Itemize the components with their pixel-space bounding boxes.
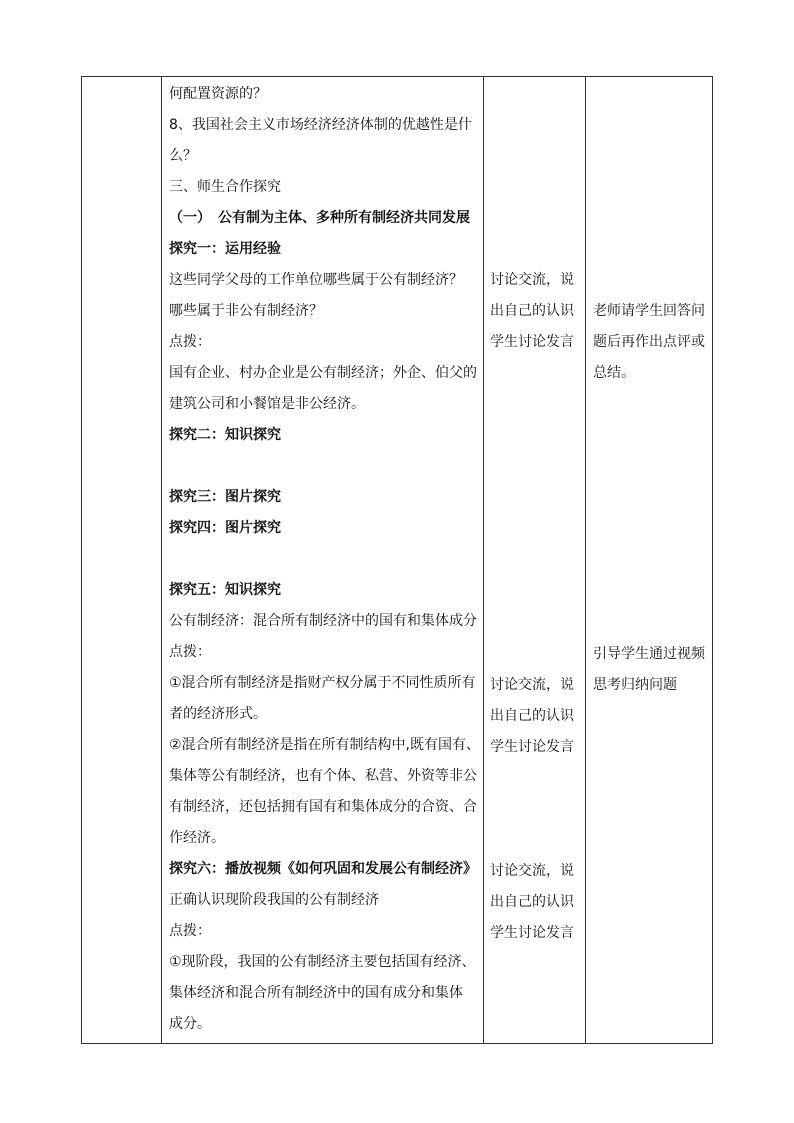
content-line: 国有企业、村办企业是公有制经济；外企、伯父的 xyxy=(169,365,477,381)
content-line: 正确认识现阶段我国的公有制经济 xyxy=(169,892,379,908)
content-line: 作经济。 xyxy=(169,830,225,846)
inquiry-title: 探究一：运用经验 xyxy=(169,241,281,257)
teacher-line: 引导学生通过视频 xyxy=(593,646,705,662)
inquiry-title: 探究四：图片探究 xyxy=(169,520,281,536)
content-line: 建筑公司和小餐馆是非公经济。 xyxy=(169,396,365,412)
inquiry-title: 探究五：知识探究 xyxy=(169,582,281,598)
student-line: 出自己的认识 xyxy=(490,708,574,724)
content-line: ①现阶段，我国的公有制经济主要包括国有经济、 xyxy=(169,954,476,970)
column-divider xyxy=(483,77,484,1043)
content-line: 有制经济，还包括拥有国有和集体成分的合资、合 xyxy=(169,799,477,815)
content-line: 集体经济和混合所有制经济中的国有成分和集体 xyxy=(169,985,463,1001)
column-divider xyxy=(585,77,586,1043)
subsection-heading: （一） 公有制为主体、多种所有制经济共同发展 xyxy=(169,210,470,226)
student-line: 出自己的认识 xyxy=(490,303,574,319)
student-line: 学生讨论发言 xyxy=(490,739,574,755)
student-line: 讨论交流，说 xyxy=(490,272,574,288)
content-line: 成分。 xyxy=(169,1016,211,1032)
content-line: 点拨： xyxy=(169,923,211,939)
content-line: ①混合所有制经济是指财产权分属于不同性质所有 xyxy=(169,675,476,691)
content-line: 这些同学父母的工作单位哪些属于公有制经济？ xyxy=(169,272,463,288)
content-line: 集体等公有制经济，也有个体、私营、外资等非公 xyxy=(169,768,477,784)
content-line: 点拨： xyxy=(169,334,211,350)
student-line: 学生讨论发言 xyxy=(490,925,574,941)
content-line: 么？ xyxy=(169,148,197,164)
student-line: 讨论交流，说 xyxy=(490,863,574,879)
content-line: ②混合所有制经济是指在所有制结构中,既有国有、 xyxy=(169,737,480,753)
inquiry-title: 探究二：知识探究 xyxy=(169,427,281,443)
content-line: 8、我国社会主义市场经济经济体制的优越性是什 xyxy=(169,117,472,133)
section-heading: 三、师生合作探究 xyxy=(169,179,281,195)
content-line: 者的经济形式。 xyxy=(169,706,267,722)
inquiry-title: 探究三：图片探究 xyxy=(169,489,281,505)
student-line: 学生讨论发言 xyxy=(490,334,574,350)
student-activity-block xyxy=(490,670,582,763)
content-line: 哪些属于非公有制经济？ xyxy=(169,303,323,319)
student-activity-block xyxy=(490,265,582,358)
teacher-activity-block xyxy=(593,296,709,389)
teacher-activity-block xyxy=(593,639,709,701)
student-activity-block xyxy=(490,856,582,949)
teacher-line: 老师请学生回答问 xyxy=(593,303,705,319)
lesson-table xyxy=(81,76,713,1044)
student-line: 讨论交流，说 xyxy=(490,677,574,693)
content-line: 点拨： xyxy=(169,644,211,660)
column-divider xyxy=(161,77,162,1043)
teacher-line: 思考归纳问题 xyxy=(593,677,677,693)
content-line: 何配置资源的？ xyxy=(169,86,267,102)
student-line: 出自己的认识 xyxy=(490,894,574,910)
content-line: 公有制经济：混合所有制经济中的国有和集体成分 xyxy=(169,613,477,629)
inquiry-title: 探究六：播放视频《如何巩固和发展公有制经济》 xyxy=(169,861,477,877)
teacher-line: 题后再作出点评或 xyxy=(593,334,705,350)
teacher-line: 总结。 xyxy=(593,365,635,381)
teaching-content-cell xyxy=(169,79,481,1040)
